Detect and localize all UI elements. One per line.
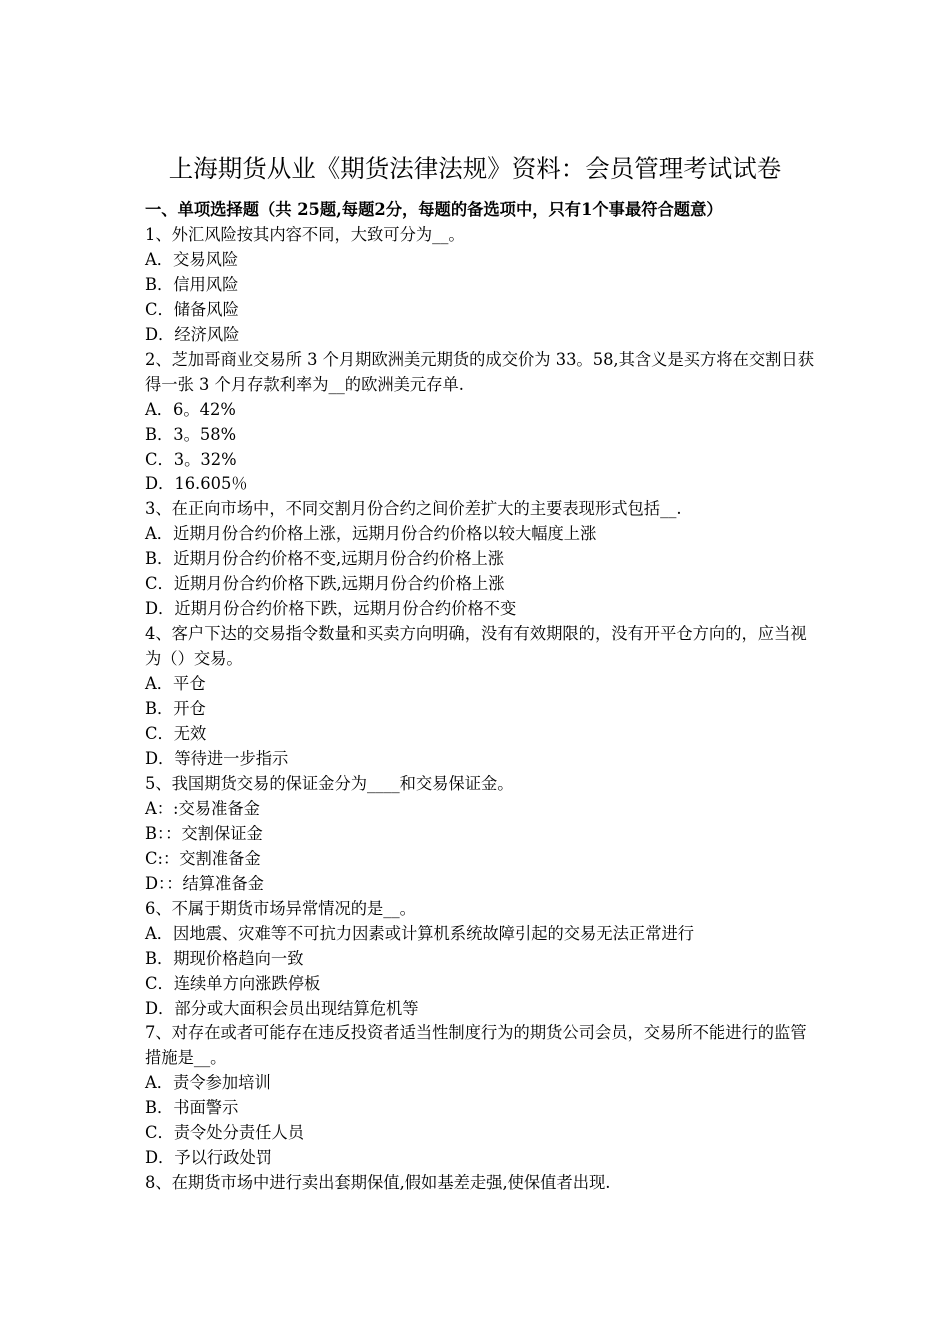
option-d: D．部分或大面积会员出现结算危机等 bbox=[145, 998, 419, 1018]
question-4 bbox=[145, 622, 815, 772]
question-3 bbox=[145, 497, 815, 622]
question-6 bbox=[145, 897, 815, 1022]
option-d: D．予以行政处罚 bbox=[145, 1148, 273, 1168]
option-c: C．3。32% bbox=[145, 449, 237, 469]
question-stem: 4、客户下达的交易指令数量和买卖方向明确，没有有效期限的，没有开平仓方向的，应当视为（）交易。 bbox=[145, 624, 807, 669]
option-b: B．3。58% bbox=[145, 424, 237, 444]
option-b: B：：交割保证金 bbox=[145, 823, 263, 843]
option-a: A．平仓 bbox=[145, 674, 206, 694]
option-a: A．责令参加培训 bbox=[145, 1073, 271, 1093]
option-b: B．期现价格趋向一致 bbox=[145, 948, 304, 968]
option-a: A．6。42% bbox=[145, 399, 236, 419]
question-2 bbox=[145, 348, 815, 498]
option-c: C．储备风险 bbox=[145, 299, 239, 319]
option-a: A．因地震、灾难等不可抗力因素或计算机系统故障引起的交易无法正常进行 bbox=[145, 923, 695, 943]
option-c: C．近期月份合约价格下跌,远期月份合约价格上涨 bbox=[145, 574, 505, 594]
document-body bbox=[145, 198, 815, 1196]
option-d: D．近期月份合约价格下跌，远期月份合约价格不变 bbox=[145, 599, 517, 619]
option-d: D．等待进一步指示 bbox=[145, 748, 289, 768]
option-b: B．书面警示 bbox=[145, 1098, 239, 1118]
option-c: C．无效 bbox=[145, 724, 207, 744]
question-8 bbox=[145, 1171, 815, 1196]
option-b: B．信用风险 bbox=[145, 274, 239, 294]
section-heading: 一、单项选择题（共 25题,每题2分，每题的备选项中，只有1个事最符合题意） bbox=[145, 200, 723, 219]
option-a: A．交易风险 bbox=[145, 249, 239, 269]
option-d: D：：结算准备金 bbox=[145, 873, 264, 893]
option-b: B．开仓 bbox=[145, 699, 206, 719]
question-stem: 5、我国期货交易的保证金分为____和交易保证金。 bbox=[145, 773, 514, 793]
option-d: D．16.605％ bbox=[145, 474, 248, 494]
question-stem: 8、在期货市场中进行卖出套期保值,假如基差走强,使保值者出现. bbox=[145, 1173, 611, 1193]
question-stem: 2、芝加哥商业交易所 3 个月期欧洲美元期货的成交价为 33。58,其含义是买方将在交割日获得一张 3 个月存款利率为__的欧洲美元存单. bbox=[145, 349, 814, 394]
question-1 bbox=[145, 223, 815, 348]
question-stem: 1、外汇风险按其内容不同，大致可分为__。 bbox=[145, 224, 465, 244]
question-stem: 6、不属于期货市场异常情况的是__。 bbox=[145, 898, 416, 918]
option-a: A：:交易准备金 bbox=[145, 798, 260, 818]
option-b: B．近期月份合约价格不变,远期月份合约价格上涨 bbox=[145, 549, 505, 569]
question-5 bbox=[145, 772, 815, 897]
option-c: C．责令处分责任人员 bbox=[145, 1123, 304, 1143]
question-7 bbox=[145, 1021, 815, 1171]
option-c: C．连续单方向涨跌停板 bbox=[145, 973, 321, 993]
option-c: C:：交割准备金 bbox=[145, 848, 261, 868]
question-stem: 3、在正向市场中，不同交割月份合约之间价差扩大的主要表现形式包括__. bbox=[145, 499, 682, 519]
option-a: A．近期月份合约价格上涨，远期月份合约价格以较大幅度上涨 bbox=[145, 524, 597, 544]
document-title: 上海期货从业《期货法律法规》资料：会员管理考试试卷 bbox=[168, 154, 782, 183]
question-stem: 7、对存在或者可能存在违反投资者适当性制度行为的期货公司会员，交易所不能进行的监管措施是__。 bbox=[145, 1023, 807, 1068]
option-d: D．经济风险 bbox=[145, 324, 240, 344]
